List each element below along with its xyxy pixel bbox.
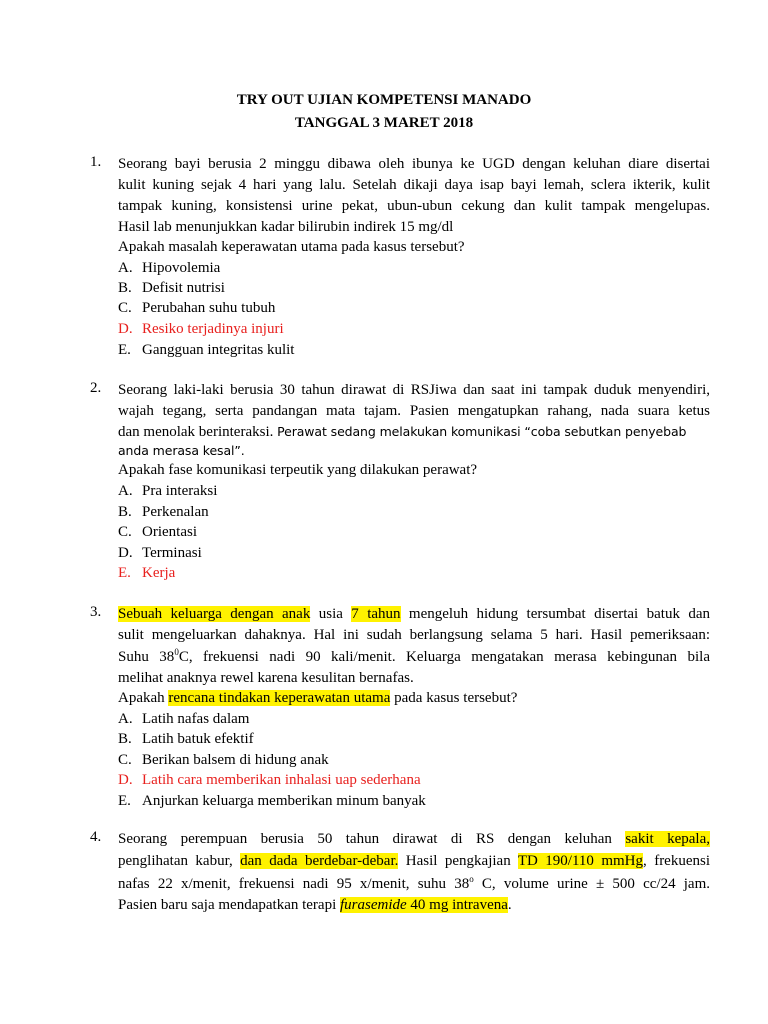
question-text-part: Seorang perempuan berusia 50 tahun dirawat di RS dengan keluhan (118, 831, 626, 847)
question-number: 4. (90, 829, 102, 845)
superscript: o (469, 874, 474, 884)
question-text-part: penglihatan kabur, (118, 853, 241, 869)
option-letter: B. (118, 731, 132, 747)
option-d-answer (118, 319, 284, 339)
question-text-part: Pasien baru saja mendapatkan terapi (118, 897, 340, 913)
question-text-part: pada kasus tersebut? (390, 690, 518, 706)
question-text-line (118, 647, 710, 667)
option-c (118, 750, 329, 770)
option-b (118, 502, 209, 522)
question-text-part: C, volume urine ± 500 cc/24 jam. (473, 876, 710, 892)
highlighted-text (340, 897, 508, 913)
question-text-line: Hasil lab menunjukkan kadar bilirubin indirek 15 mg/dl (118, 219, 454, 235)
option-text: Defisit nutrisi (142, 280, 225, 296)
option-d-answer (118, 770, 421, 790)
option-text: Kerja (142, 565, 176, 581)
option-letter: B. (118, 280, 132, 296)
superscript: 0 (174, 647, 179, 657)
option-b (118, 278, 225, 298)
option-text: Terminasi (142, 545, 202, 561)
option-e (118, 340, 294, 360)
question-text-part: mengeluh hidung tersumbat disertai batuk dan (400, 606, 710, 622)
option-letter: A. (118, 483, 133, 499)
option-letter: E. (118, 793, 131, 809)
question-text-line: sulit mengeluarkan dahaknya. Hal ini sudah berlangsung selama 5 hari. Hasil pemeriksaan: (118, 627, 710, 643)
question-prompt: Apakah fase komunikasi terpeutik yang dilakukan perawat? (118, 462, 478, 478)
option-text: Latih batuk efektif (142, 731, 254, 747)
highlighted-text: 7 tahun (351, 606, 401, 622)
option-text: Perubahan suhu tubuh (142, 300, 276, 316)
question-text-line (118, 604, 710, 624)
option-letter: D. (118, 321, 133, 337)
option-text: Berikan balsem di hidung anak (142, 752, 329, 768)
option-letter: E. (118, 342, 131, 358)
option-e (118, 791, 426, 811)
option-e-answer (118, 563, 175, 583)
option-letter: A. (118, 260, 133, 276)
question-text-line (118, 874, 710, 894)
option-a (118, 258, 220, 278)
question-text-part: Hasil pengkajian (398, 853, 518, 869)
question-text-part: nafas 22 x/menit, frekuensi nadi 95 x/menit, suhu 38 (118, 876, 470, 892)
question-text-part: . (507, 897, 512, 913)
drug-name: furasemide (340, 897, 407, 913)
question-text-part: usia (310, 606, 352, 622)
question-text-line (118, 829, 710, 849)
option-letter: D. (118, 772, 133, 788)
option-text: Latih nafas dalam (142, 711, 250, 727)
question-text-line: kulit kuning sejak 4 hari yang lalu. Setelah dikaji daya isap bayi lemah, sclera ikterik, kulit (118, 177, 710, 193)
highlighted-text: Sebuah keluarga dengan anak (118, 606, 311, 622)
question-number: 1. (90, 154, 102, 170)
option-text: Perkenalan (142, 504, 209, 520)
question-text-line (118, 895, 710, 915)
question-text-part: , frekuensi (643, 853, 711, 869)
option-c (118, 298, 275, 318)
option-c (118, 522, 197, 542)
option-letter: A. (118, 711, 133, 727)
option-letter: C. (118, 752, 132, 768)
question-prompt: Apakah masalah keperawatan utama pada kasus tersebut? (118, 239, 465, 255)
highlighted-text: sakit kepala, (625, 831, 710, 847)
question-text-part: dan menolak berinteraksi. (118, 424, 274, 440)
option-letter: D. (118, 545, 133, 561)
question-text-line: melihat anaknya rewel karena kesulitan bernafas. (118, 670, 414, 686)
question-text-line: Seorang bayi berusia 2 minggu dibawa oleh ibunya ke UGD dengan keluhan diare disertai (118, 156, 710, 172)
option-letter: B. (118, 504, 132, 520)
question-text-part: Suhu 38 (118, 649, 175, 665)
highlighted-text-rest: 40 mg intravena (406, 897, 508, 913)
highlighted-text: rencana tindakan keperawatan utama (168, 690, 391, 706)
option-text: Pra interaksi (142, 483, 218, 499)
quoted-communication: Perawat sedang melakukan komunikasi “coba sebutkan penyebab (277, 424, 687, 439)
option-text: Hipovolemia (142, 260, 221, 276)
option-letter: E. (118, 565, 131, 581)
question-text-line (118, 422, 710, 442)
question-text-line (118, 851, 710, 871)
highlighted-text: TD 190/110 mmHg (517, 853, 644, 869)
question-prompt (118, 688, 710, 708)
option-b (118, 729, 254, 749)
document-date: TANGGAL 3 MARET 2018 (294, 115, 474, 131)
option-text: Resiko terjadinya injuri (142, 321, 284, 337)
question-number: 2. (90, 380, 102, 396)
option-text: Latih cara memberikan inhalasi uap sederhana (142, 772, 421, 788)
highlighted-text: dan dada berdebar-debar. (240, 853, 399, 869)
question-text-line: wajah tegang, serta pandangan mata tajam. Pasien mengatupkan rahang, nada suara ketus (118, 403, 710, 419)
option-a (118, 481, 217, 501)
option-a (118, 709, 249, 729)
question-text-line: tampak kuning, konsistensi urine pekat, ubun-ubun cekung dan kulit tampak mengelupas. (118, 198, 710, 214)
quoted-communication-end: anda merasa kesal”. (118, 443, 245, 458)
question-text-part: C, frekuensi nadi 90 kali/menit. Keluarga mengatakan merasa kebingunan bila (178, 649, 711, 665)
document-title: TRY OUT UJIAN KOMPETENSI MANADO (236, 92, 532, 108)
option-text: Gangguan integritas kulit (142, 342, 295, 358)
option-text: Anjurkan keluarga memberikan minum banyak (142, 793, 426, 809)
option-text: Orientasi (142, 524, 197, 540)
option-letter: C. (118, 300, 132, 316)
question-number: 3. (90, 604, 102, 620)
option-d (118, 543, 202, 563)
question-text-part: Apakah (118, 690, 169, 706)
option-letter: C. (118, 524, 132, 540)
question-text-line: Seorang laki-laki berusia 30 tahun dirawat di RSJiwa dan saat ini tampak duduk menyendiri, (118, 382, 710, 398)
